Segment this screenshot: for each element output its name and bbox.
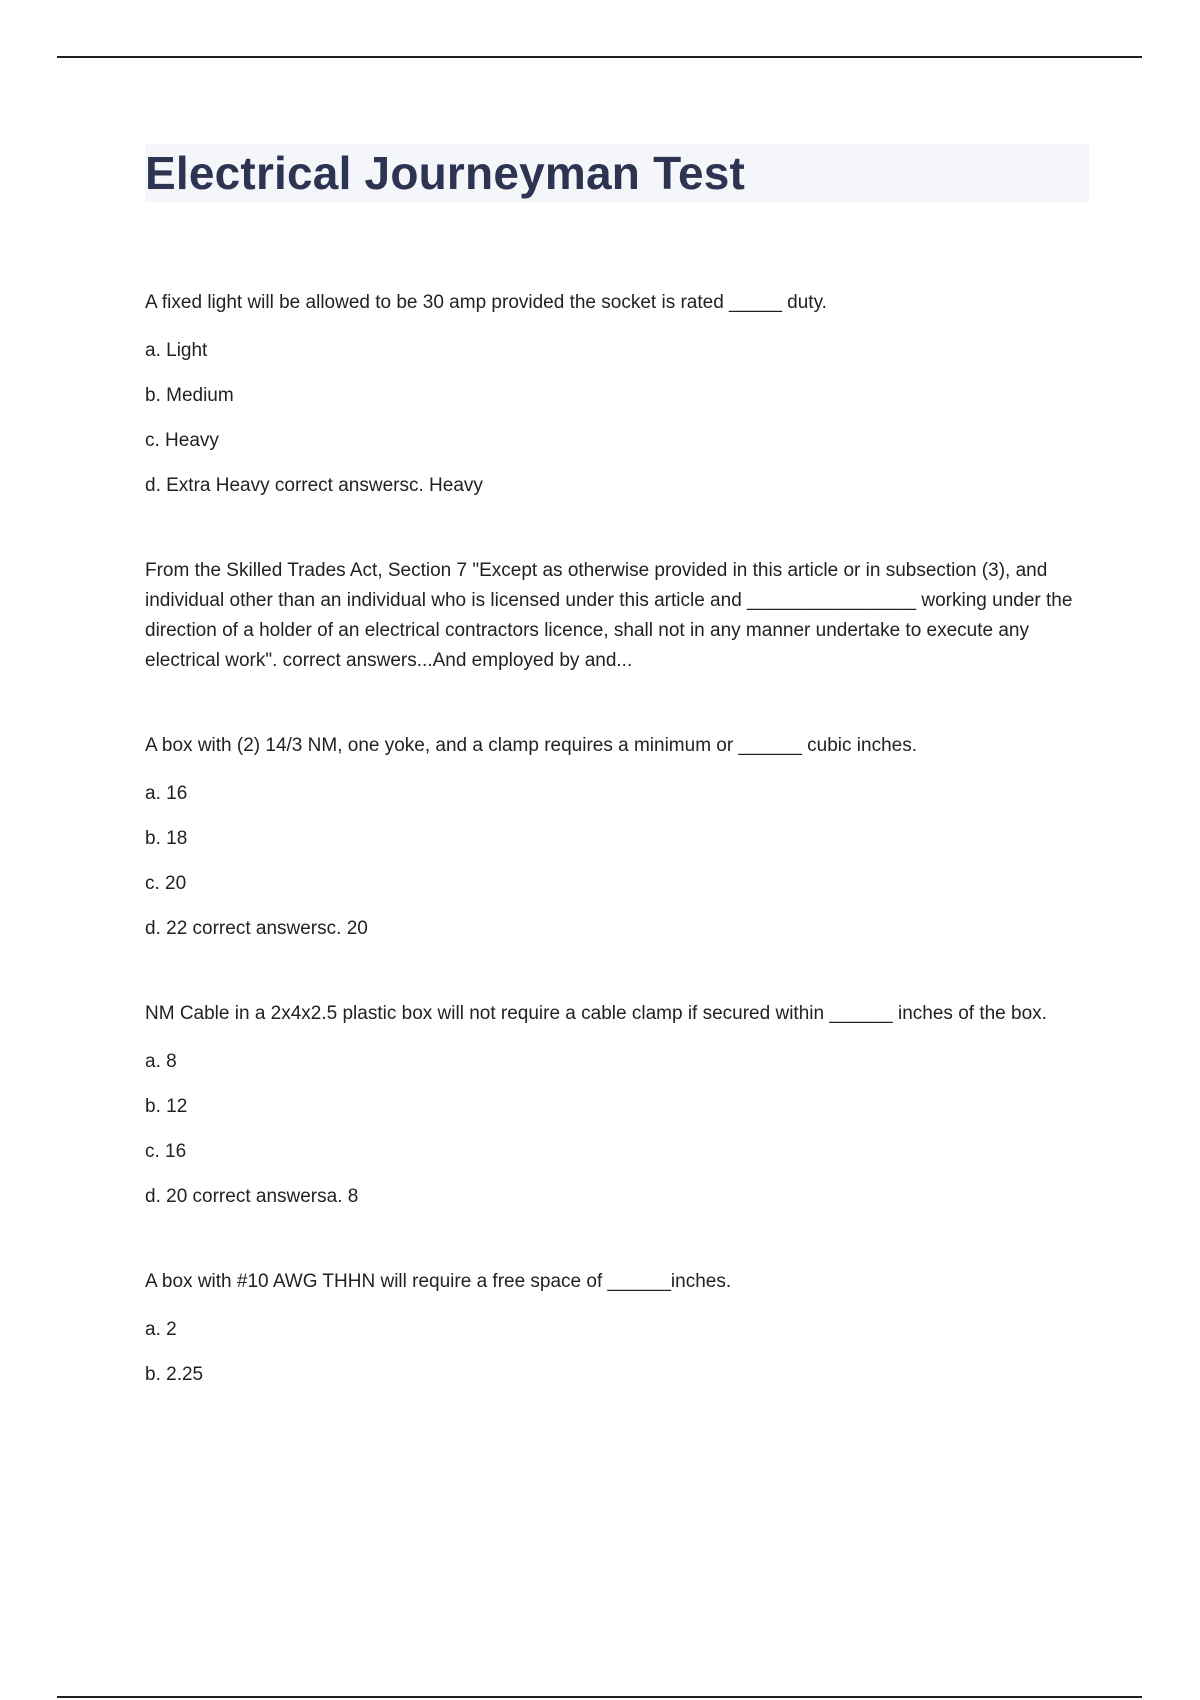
answer-option: b. 12 (145, 1096, 188, 1117)
question-text: A box with #10 AWG THHN will require a free space of ______inches. (145, 1271, 732, 1292)
answer-option: a. 2 (145, 1319, 177, 1340)
answer-option-with-correct-answer: d. Extra Heavy correct answersc. Heavy (145, 475, 483, 496)
question-block (145, 731, 1090, 944)
question-text: A box with (2) 14/3 NM, one yoke, and a clamp requires a minimum or ______ cubic inches. (145, 735, 917, 756)
question-block (145, 1267, 1090, 1390)
question-text: NM Cable in a 2x4x2.5 plastic box will not require a cable clamp if secured within ______ inches of the box. (145, 1003, 1047, 1024)
question-text-with-answer: From the Skilled Trades Act, Section 7 "Except as otherwise provided in this article or in subsection (3), and individual other than an individual who is licensed under this article and ________________ working under the direction of a holder of an electrical contractors licence, shall not in any manner undertake to execute any electrical work". correct answers...And employed by and... (145, 560, 1073, 671)
question-block (145, 556, 1090, 676)
answer-option: c. 20 (145, 873, 187, 894)
answer-option: c. 16 (145, 1141, 187, 1162)
question-list (145, 288, 1090, 1445)
answer-option: b. Medium (145, 385, 234, 406)
page-title: Electrical Journeyman Test (145, 147, 746, 199)
footer-rule (57, 1696, 1142, 1698)
header-rule (57, 56, 1142, 58)
answer-option-with-correct-answer: d. 22 correct answersc. 20 (145, 918, 368, 939)
answer-option: c. Heavy (145, 430, 219, 451)
question-block (145, 999, 1090, 1212)
answer-option: a. 8 (145, 1051, 177, 1072)
question-text: A fixed light will be allowed to be 30 amp provided the socket is rated _____ duty. (145, 292, 827, 313)
question-block (145, 288, 1090, 501)
answer-option-with-correct-answer: d. 20 correct answersa. 8 (145, 1186, 359, 1207)
answer-option: a. 16 (145, 783, 188, 804)
answer-option: b. 18 (145, 828, 188, 849)
answer-option: b. 2.25 (145, 1364, 204, 1385)
answer-option: a. Light (145, 340, 208, 361)
